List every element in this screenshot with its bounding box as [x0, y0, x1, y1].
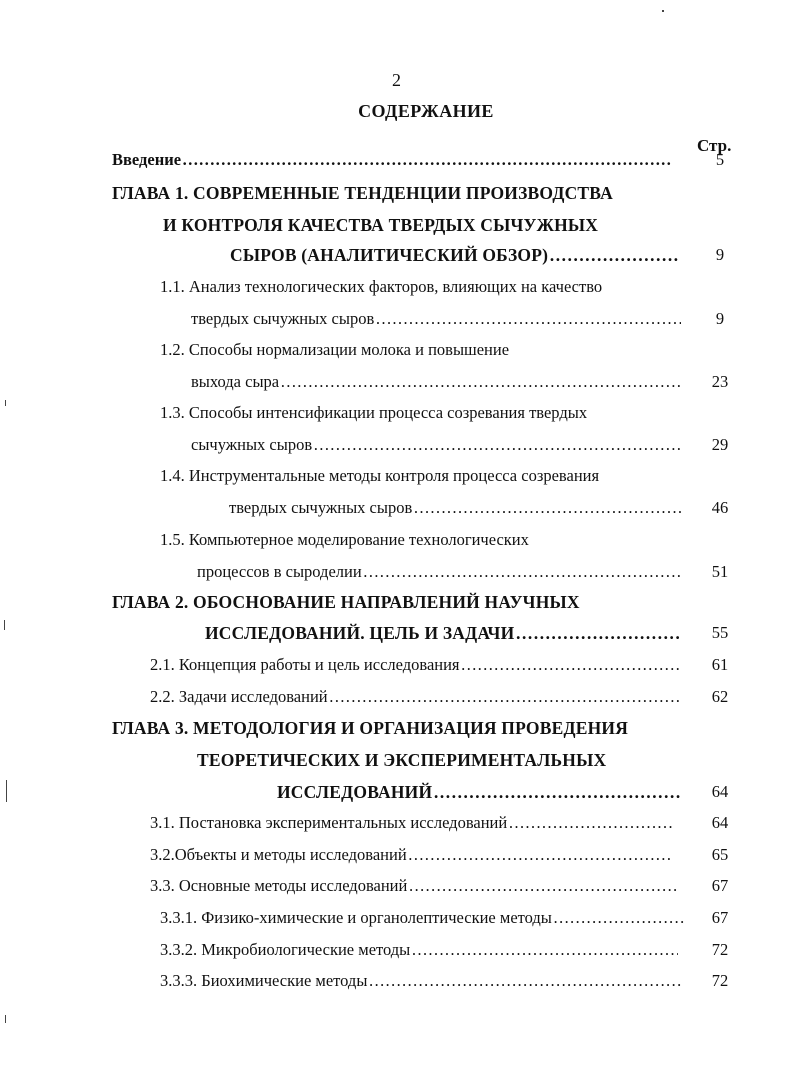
- section-3-3-2[interactable]: 3.3.2. Микробиологические методы ………………………………………………………………………………………………………………………………………………………………………………: [160, 940, 678, 964]
- section-1-4-line2[interactable]: твердых сычужных сыров ………………………………………………………………………………………………………………………………………………………………………………: [229, 498, 681, 522]
- toc-page-number: 9: [715, 245, 725, 264]
- chapter-1-heading-line2[interactable]: И КОНТРОЛЯ КАЧЕСТВА ТВЕРДЫХ СЫЧУЖНЫХ: [163, 215, 599, 235]
- section-3-1[interactable]: 3.1. Постановка экспериментальных исследований ………………………………………………………………………………………………………………………………………………………………………………: [150, 813, 673, 837]
- section-3-3[interactable]: 3.3. Основные методы исследований ………………………………………………………………………………………………………………………………………………………………………………: [150, 876, 678, 900]
- section-2-2[interactable]: 2.2. Задачи исследований ………………………………………………………………………………………………………………………………………………………………………………: [150, 687, 681, 711]
- toc-page-number: 29: [711, 435, 729, 454]
- toc-page-number: 67: [711, 908, 729, 927]
- section-1-1-line2[interactable]: твердых сычужных сыров ………………………………………………………………………………………………………………………………………………………………………………: [191, 309, 681, 333]
- chapter-3-heading-line2[interactable]: ТЕОРЕТИЧЕСКИХ И ЭКСПЕРИМЕНТАЛЬНЫХ: [197, 750, 607, 770]
- toc-entry-label: Введение: [112, 150, 182, 169]
- section-3-2[interactable]: 3.2.Объекты и методы исследований ………………………………………………………………………………………………………………………………………………………………………………: [150, 845, 673, 869]
- toc-page-number: 64: [711, 782, 729, 801]
- scan-artifact: [6, 780, 7, 802]
- toc-page-number: 67: [711, 876, 729, 895]
- section-1-2[interactable]: 1.2. Способы нормализации молока и повышение: [160, 340, 510, 359]
- chapter-1-heading-line3[interactable]: СЫРОВ (АНАЛИТИЧЕСКИЙ ОБЗОР) ………………………………………………………………………………………………………………………………………………………………………………: [230, 245, 680, 269]
- chapter-2-heading[interactable]: ГЛАВА 2. ОБОСНОВАНИЕ НАПРАВЛЕНИЙ НАУЧНЫХ: [112, 592, 580, 612]
- toc-page-number: 23: [711, 372, 729, 391]
- scan-artifact: [4, 620, 5, 630]
- toc-page-number: 61: [711, 655, 729, 674]
- page-title: СОДЕРЖАНИЕ: [358, 101, 494, 121]
- page-number: 2: [392, 70, 401, 90]
- section-1-3-line2[interactable]: сычужных сыров ………………………………………………………………………………………………………………………………………………………………………………: [191, 435, 681, 459]
- section-1-2-line2[interactable]: выхода сыра ………………………………………………………………………………………………………………………………………………………………………………: [191, 372, 681, 396]
- scan-artifact: [5, 400, 6, 406]
- section-1-3[interactable]: 1.3. Способы интенсификации процесса созревания твердых: [160, 403, 588, 422]
- toc-page-number: 55: [711, 623, 729, 642]
- scan-artifact: [662, 10, 664, 12]
- section-1-1[interactable]: 1.1. Анализ технологических факторов, влияющих на качество: [160, 277, 603, 296]
- section-3-3-3[interactable]: 3.3.3. Биохимические методы ………………………………………………………………………………………………………………………………………………………………………………: [160, 971, 682, 995]
- toc-page-number: 64: [711, 813, 729, 832]
- toc-page-number: 65: [711, 845, 729, 864]
- page-column-header: Стр.: [697, 136, 732, 155]
- chapter-3-heading[interactable]: ГЛАВА 3. МЕТОДОЛОГИЯ И ОРГАНИЗАЦИЯ ПРОВЕДЕНИЯ: [112, 718, 629, 738]
- section-1-5-line2[interactable]: процессов в сыроделии ………………………………………………………………………………………………………………………………………………………………………………: [197, 562, 681, 586]
- section-1-4[interactable]: 1.4. Инструментальные методы контроля процесса созревания: [160, 466, 600, 485]
- toc-page-number: 72: [711, 971, 729, 990]
- toc-page-number: 5: [715, 150, 725, 169]
- section-2-1[interactable]: 2.1. Концепция работы и цель исследования ………………………………………………………………………………………………………………………………………………………………………………: [150, 655, 681, 679]
- section-1-5[interactable]: 1.5. Компьютерное моделирование технологических: [160, 530, 529, 549]
- toc-page-number: 9: [715, 309, 725, 328]
- toc-page-number: 62: [711, 687, 729, 706]
- section-3-3-1[interactable]: 3.3.1. Физико-химические и органолептические методы ………………………………………………………………………………………………………………………………………………………………………………: [160, 908, 685, 932]
- toc-page-number: 46: [711, 498, 729, 517]
- scan-artifact: [5, 1015, 6, 1023]
- toc-page-number: 51: [711, 562, 729, 581]
- chapter-3-heading-line3[interactable]: ИССЛЕДОВАНИЙ ………………………………………………………………………………………………………………………………………………………………………………: [277, 782, 681, 806]
- toc-entry-intro[interactable]: [112, 150, 672, 174]
- chapter-1-heading[interactable]: ГЛАВА 1. СОВРЕМЕННЫЕ ТЕНДЕНЦИИ ПРОИЗВОДСТВА: [112, 183, 613, 203]
- chapter-2-heading-line2[interactable]: ИССЛЕДОВАНИЙ. ЦЕЛЬ И ЗАДАЧИ ………………………………………………………………………………………………………………………………………………………………………………: [205, 623, 681, 647]
- toc-page-number: 72: [711, 940, 729, 959]
